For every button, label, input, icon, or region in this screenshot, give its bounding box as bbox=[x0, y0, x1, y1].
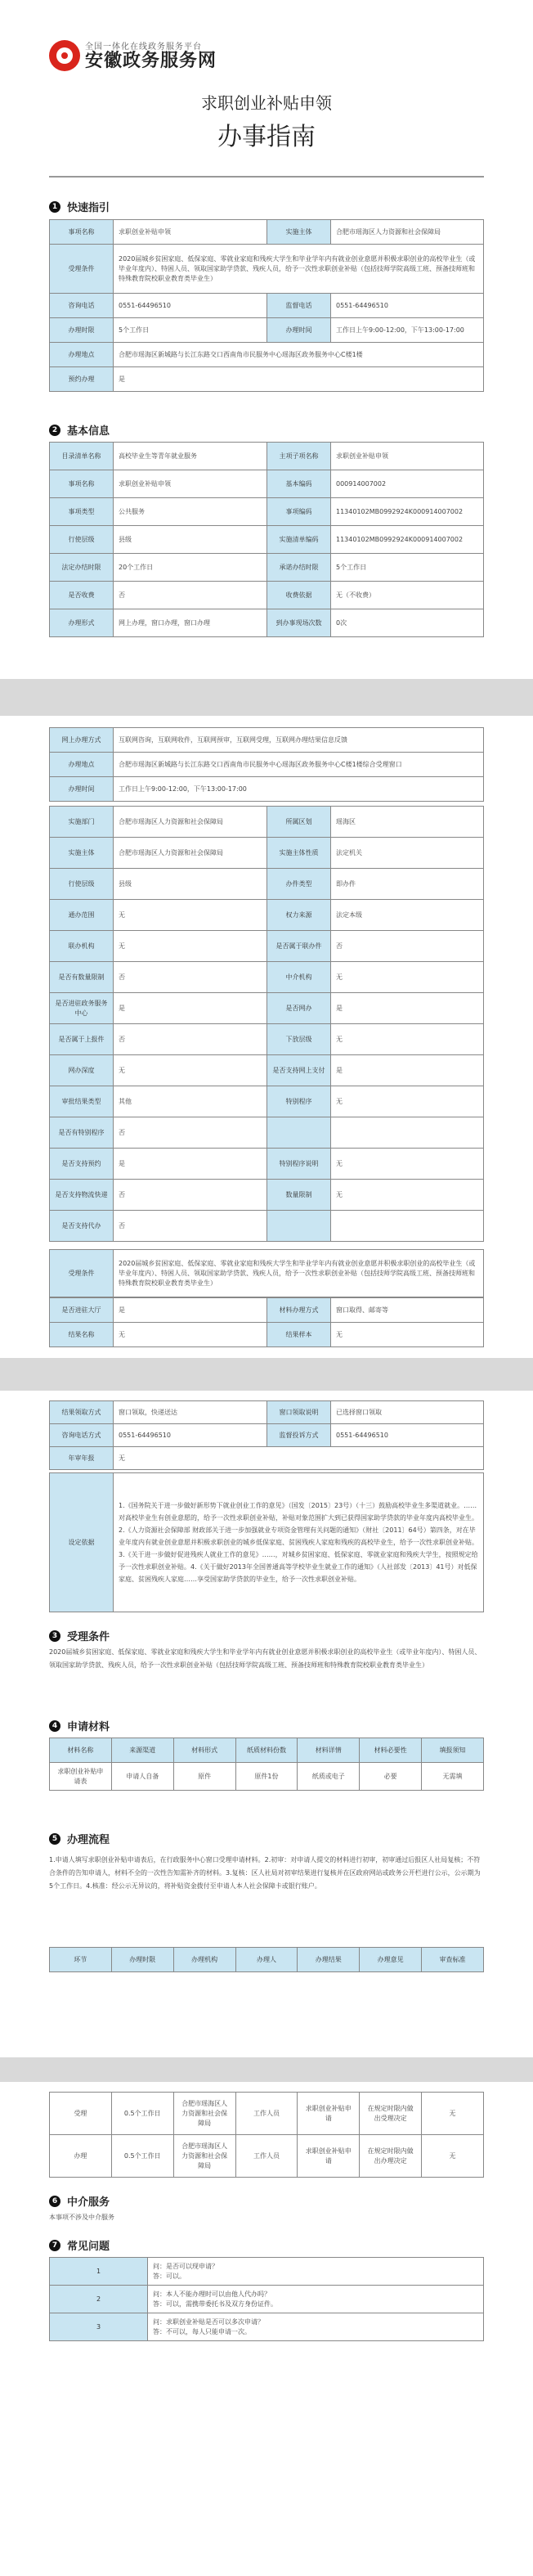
agency-text: 本事项不涉及中介服务 bbox=[49, 2214, 114, 2221]
row-label: 特别程序说明 bbox=[267, 1149, 331, 1180]
row-label: 是否属于上报件 bbox=[50, 1024, 114, 1055]
row-value: 瑶海区 bbox=[331, 807, 484, 838]
table-cell: 0.5个工作日 bbox=[111, 2135, 173, 2178]
row-value: 是 bbox=[114, 993, 267, 1024]
row-label: 网上办理方式 bbox=[50, 728, 114, 753]
row-value: 合肥市瑶海区新城路与长江东路交口西南角市民服务中心瑶海区政务服务中心C楼1楼综合受理窗口 bbox=[114, 753, 484, 777]
row-value: 合肥市瑶海区人力资源和社会保障局 bbox=[114, 838, 267, 869]
faq-content bbox=[148, 2286, 484, 2313]
row-value: 窗口领取，快递送达 bbox=[114, 1401, 267, 1424]
section-basic-info: 2 基本信息 bbox=[49, 422, 110, 438]
basic-info-table-cont-3 bbox=[49, 1297, 484, 1347]
faq-table bbox=[49, 2257, 484, 2341]
table-cell: 求职创业补贴申请表 bbox=[50, 1763, 112, 1791]
table-row bbox=[50, 2135, 484, 2178]
row-label: 办理形式 bbox=[50, 609, 114, 637]
table-row bbox=[50, 1149, 484, 1180]
faq-number: 2 bbox=[50, 2286, 148, 2313]
table-row bbox=[50, 1086, 484, 1117]
row-value: 高校毕业生等青年就业服务 bbox=[114, 443, 267, 470]
table-row bbox=[50, 777, 484, 802]
row-label: 特别程序 bbox=[267, 1086, 331, 1117]
row-label: 是否进驻大厅 bbox=[50, 1298, 114, 1323]
faq-content bbox=[148, 2258, 484, 2286]
row-value: 是 bbox=[114, 1298, 267, 1323]
row-label: 法定办结时限 bbox=[50, 554, 114, 582]
column-header: 材料详情 bbox=[298, 1738, 360, 1763]
row-value: 县级 bbox=[114, 869, 267, 900]
table-cell: 0.5个工作日 bbox=[111, 2093, 173, 2135]
row-label: 结果样本 bbox=[267, 1323, 331, 1347]
table-header-row bbox=[50, 1738, 484, 1763]
row-label: 事项编码 bbox=[267, 498, 331, 526]
row-label bbox=[267, 1211, 331, 1242]
column-header: 填报须知 bbox=[422, 1738, 484, 1763]
table-row bbox=[50, 498, 484, 526]
basic-info-table-cont bbox=[49, 727, 484, 802]
row-label: 实施主体 bbox=[50, 838, 114, 869]
table-row bbox=[50, 1117, 484, 1149]
row-value: 网上办理，窗口办理，窗口办理 bbox=[114, 609, 267, 637]
accept-text: 2020届城乡贫困家庭、低保家庭、零就业家庭和残疾大学生和毕业学年内有就业创业意愿并积极求职创业的高校毕业生（或毕业年度内）、特困人员、领取国家助学贷款、残疾人员，给予一次性求职创业补贴（包括技师学院高级工班、预备技师班和特殊教育院校职业教育类毕业生） bbox=[49, 1648, 481, 1669]
row-value: 无 bbox=[331, 1024, 484, 1055]
column-header: 办理机构 bbox=[173, 1948, 235, 1972]
table-cell: 合肥市瑶海区人力资源和社会保障局 bbox=[173, 2093, 235, 2135]
row-value: 其他 bbox=[114, 1086, 267, 1117]
row-value: 无 bbox=[331, 1180, 484, 1211]
table-row bbox=[50, 1763, 484, 1791]
row-label: 基本编码 bbox=[267, 470, 331, 498]
column-header: 材料必要性 bbox=[360, 1738, 422, 1763]
row-value: 法定本级 bbox=[331, 900, 484, 931]
process-table bbox=[49, 1947, 484, 1972]
row-label: 中介机构 bbox=[267, 962, 331, 993]
row-label: 结果名称 bbox=[50, 1323, 114, 1347]
table-row bbox=[50, 1401, 484, 1424]
table-row bbox=[50, 993, 484, 1024]
row-label: 审批结果类型 bbox=[50, 1086, 114, 1117]
section-agency: 6 中介服务 bbox=[49, 2193, 110, 2209]
row-label: 窗口领取说明 bbox=[267, 1401, 331, 1424]
faq-answer: 答：可以，需携带委托书及双方身份证件。 bbox=[153, 2300, 277, 2308]
table-cell: 必要 bbox=[360, 1763, 422, 1791]
row-value: 000914007002 bbox=[331, 470, 484, 498]
section-materials: 4 申请材料 bbox=[49, 1718, 110, 1733]
row-label: 事项类型 bbox=[50, 498, 114, 526]
quick-guide-table: 事项名称 求职创业补贴申领 实施主体 合肥市瑶海区人力资源和社会保障局 受理条件 2020届城乡贫困家庭、低保家庭、零就业家庭和残疾大学生和毕业学年内有就业创业意愿并积极求职创业的高校毕业生（或毕业年度内）、特困人员、领取国家助学贷款、残疾人员，给予一次性求职创业补贴（包括技师学院高级工班、预备技师班和特殊教育院校职业教育类毕业生） 咨询电话 0551-64496510 监督电话 0551-64496510 办理时限 5个工作日 办理时间 工作日上午9:00-12:00，下午13:00-17:00 办理地点 合肥市瑶海区新城路与长江东路交口西南角市民服务中心瑶海区政务服务中心C楼1楼 预约办理 是 bbox=[49, 219, 484, 392]
faq-row bbox=[50, 2313, 484, 2341]
column-header: 纸质材料份数 bbox=[235, 1738, 298, 1763]
row-label: 事项名称 bbox=[50, 470, 114, 498]
row-value: 无 bbox=[331, 962, 484, 993]
site-logo[interactable] bbox=[49, 39, 217, 71]
row-label: 年审年报 bbox=[50, 1447, 114, 1470]
faq-question: 问：是否可以现申请？ bbox=[153, 2262, 218, 2270]
page-4 bbox=[0, 2082, 533, 2576]
table-row bbox=[50, 728, 484, 753]
section-accept-conditions: 3 受理条件 bbox=[49, 1628, 110, 1643]
row-value bbox=[331, 1117, 484, 1149]
faq-question: 问：本人不能办理时可以由他人代办吗？ bbox=[153, 2290, 271, 2298]
faq-row bbox=[50, 2258, 484, 2286]
row-value: 即办件 bbox=[331, 869, 484, 900]
basic-info-table bbox=[49, 442, 484, 637]
row-label: 联办机构 bbox=[50, 931, 114, 962]
row-label: 所属区划 bbox=[267, 807, 331, 838]
basic-info-table-cont-4 bbox=[49, 1400, 484, 1470]
table-cell: 无 bbox=[422, 2093, 484, 2135]
row-value: 工作日上午9:00-12:00，下午13:00-17:00 bbox=[114, 777, 484, 802]
row-label: 是否有特别程序 bbox=[50, 1117, 114, 1149]
table-cell: 求职创业补贴申请 bbox=[298, 2093, 360, 2135]
materials-table bbox=[49, 1738, 484, 1791]
doc-title: 求职创业补贴申领 bbox=[201, 93, 332, 113]
row-value: 无 bbox=[114, 900, 267, 931]
table-cell: 求职创业补贴申请 bbox=[298, 2135, 360, 2178]
column-header: 审查标准 bbox=[422, 1948, 484, 1972]
table-row bbox=[50, 582, 484, 609]
row-label: 到办事现场次数 bbox=[267, 609, 331, 637]
row-value: 0次 bbox=[331, 609, 484, 637]
row-label: 目录清单名称 bbox=[50, 443, 114, 470]
faq-number: 1 bbox=[50, 2258, 148, 2286]
row-label: 数量限制 bbox=[267, 1180, 331, 1211]
row-value: 无 bbox=[114, 931, 267, 962]
table-cell: 工作人员 bbox=[235, 2093, 298, 2135]
table-cell: 在规定时限内做出受理决定 bbox=[360, 2093, 422, 2135]
row-label: 承诺办结时限 bbox=[267, 554, 331, 582]
row-label: 是否支持物流快递 bbox=[50, 1180, 114, 1211]
row-value: 否 bbox=[114, 1117, 267, 1149]
table-row bbox=[50, 807, 484, 838]
row-value: 是 bbox=[331, 1055, 484, 1086]
table-cell: 在规定时限内做出办理决定 bbox=[360, 2135, 422, 2178]
section-process: 5 办理流程 bbox=[49, 1831, 110, 1846]
basis-table: 设定依据 1.《国务院关于进一步做好新形势下就业创业工作的意见》（国发〔2015〕23号）（十三）鼓励高校毕业生多渠道就业。……对高校毕业生有创业意愿的，给予一次性求职创业补贴，补贴对象范围扩大到已获得国家助学贷款的毕业年度内高校毕业生。2.《人力资源社会保障部 财政部关于进一步加强就业专项资金管理有关问题的通知》（财社〔2011〕64号）第四条，对在毕业年度内有就业创业意愿并积极求职创业的城乡低保家庭、贫困残疾人家庭和残疾的高校毕业生，给予一次性求职创业补贴。3.《关于进一步做好促进残疾人就业工作的意见》……，对城乡贫困家庭、低保家庭、零就业家庭和残疾大学生，按照规定给予一次性求职创业补贴。4.《关于做好2013年全国普通高等学校毕业生就业工作的通知》（人社部发〔2013〕41号）对低保家庭、贫困残疾人家庭……享受国家助学贷款的毕业生，给予一次性求职创业补贴。 bbox=[49, 1472, 484, 1612]
row-value: 无 bbox=[114, 1323, 267, 1347]
faq-answer: 答：可以。 bbox=[153, 2272, 186, 2280]
row-value: 求职创业补贴申领 bbox=[331, 443, 484, 470]
process-text: 1.申请人填写求职创业补贴申请表后，在行政服务中心窗口受理申请材料。2.初审：对申请人提交的材料进行初审，初审通过后报区人社局复核；不符合条件的告知申请人，材料不全的一次性告知需补齐的材料。3.复核：区人社局对初审结果进行复核并在区政府网站或政务公开栏进行公示，公示期为5个工作日。4.核准：经公示无异议的，将补贴资金拨付至申请人本人社会保障卡或银行账户。 bbox=[49, 1856, 481, 1890]
row-value: 县级 bbox=[114, 526, 267, 554]
row-value: 11340102MB0992924K000914007002 bbox=[331, 498, 484, 526]
row-value: 求职创业补贴申领 bbox=[114, 470, 267, 498]
row-label bbox=[267, 1117, 331, 1149]
platform-line: 全国一体化在线政务服务平台 bbox=[85, 43, 202, 52]
row-label: 办理地点 bbox=[50, 753, 114, 777]
table-cell: 原件 bbox=[173, 1763, 235, 1791]
table-row bbox=[50, 962, 484, 993]
table-row bbox=[50, 443, 484, 470]
row-label: 通办范围 bbox=[50, 900, 114, 931]
table-cell: 办理 bbox=[50, 2135, 112, 2178]
row-value: 无 bbox=[331, 1323, 484, 1347]
faq-number: 3 bbox=[50, 2313, 148, 2341]
row-value: 否 bbox=[114, 962, 267, 993]
site-name: 安徽政务服务网 bbox=[85, 51, 217, 71]
column-header: 环节 bbox=[50, 1948, 112, 1972]
row-value: 11340102MB0992924K000914007002 bbox=[331, 526, 484, 554]
row-value: 否 bbox=[114, 1211, 267, 1242]
row-value: 无 bbox=[114, 1055, 267, 1086]
table-row bbox=[50, 1298, 484, 1323]
table-row bbox=[50, 554, 484, 582]
column-header: 材料形式 bbox=[173, 1738, 235, 1763]
row-label: 网办深度 bbox=[50, 1055, 114, 1086]
table-row bbox=[50, 1323, 484, 1347]
row-value: 20个工作日 bbox=[114, 554, 267, 582]
page-2 bbox=[0, 716, 533, 1358]
row-value: 否 bbox=[331, 931, 484, 962]
basic-cond-table: 受理条件 2020届城乡贫困家庭、低保家庭、零就业家庭和残疾大学生和毕业学年内有就业创业意愿并积极求职创业的高校毕业生（或毕业年度内）、特困人员、领取国家助学贷款、残疾人员，给予一次性求职创业补贴（包括技师学院高级工班、预备技师班和特殊教育院校职业教育类毕业生） bbox=[49, 1249, 484, 1297]
row-label: 实施部门 bbox=[50, 807, 114, 838]
column-header: 材料名称 bbox=[50, 1738, 112, 1763]
row-label: 办理时间 bbox=[50, 777, 114, 802]
row-label: 实施主体性质 bbox=[267, 838, 331, 869]
row-value: 窗口取得、邮寄等 bbox=[331, 1298, 484, 1323]
row-label: 是否网办 bbox=[267, 993, 331, 1024]
row-value: 无 bbox=[331, 1149, 484, 1180]
row-label: 是否支持代办 bbox=[50, 1211, 114, 1242]
table-cell: 工作人员 bbox=[235, 2135, 298, 2178]
row-value: 法定机关 bbox=[331, 838, 484, 869]
section-quick-guide: 1 快速指引 bbox=[49, 199, 110, 214]
table-cell: 合肥市瑶海区人力资源和社会保障局 bbox=[173, 2135, 235, 2178]
row-value: 无 bbox=[114, 1447, 484, 1470]
divider bbox=[49, 176, 484, 178]
row-value: 合肥市瑶海区人力资源和社会保障局 bbox=[114, 807, 267, 838]
faq-content bbox=[148, 2313, 484, 2341]
row-label: 是否收费 bbox=[50, 582, 114, 609]
logo-icon bbox=[49, 40, 80, 71]
row-value: 无 bbox=[331, 1086, 484, 1117]
row-value: 是 bbox=[114, 1149, 267, 1180]
table-cell: 无 bbox=[422, 2135, 484, 2178]
row-label: 材料办理方式 bbox=[267, 1298, 331, 1323]
table-row bbox=[50, 470, 484, 498]
row-value: 0551-64496510 bbox=[114, 1424, 267, 1447]
faq-row bbox=[50, 2286, 484, 2313]
row-label: 监督投诉方式 bbox=[267, 1424, 331, 1447]
row-label: 主项子项名称 bbox=[267, 443, 331, 470]
row-label: 收费依据 bbox=[267, 582, 331, 609]
doc-subtitle: 办事指南 bbox=[217, 123, 316, 151]
table-row bbox=[50, 1211, 484, 1242]
process-table-cont bbox=[49, 2092, 484, 2178]
column-header: 办理结果 bbox=[298, 1948, 360, 1972]
column-header: 办理意见 bbox=[360, 1948, 422, 1972]
table-row bbox=[50, 753, 484, 777]
row-value: 公共服务 bbox=[114, 498, 267, 526]
row-label: 是否属于联办件 bbox=[267, 931, 331, 962]
faq-question: 问：求职创业补贴是否可以多次申请？ bbox=[153, 2318, 264, 2326]
row-label: 是否有数量限制 bbox=[50, 962, 114, 993]
basic-info-table-cont-2 bbox=[49, 806, 484, 1242]
table-row bbox=[50, 1024, 484, 1055]
table-row bbox=[50, 900, 484, 931]
table-cell: 纸质或电子 bbox=[298, 1763, 360, 1791]
section-faq: 7 常见问题 bbox=[49, 2237, 110, 2253]
row-label: 下放层级 bbox=[267, 1024, 331, 1055]
table-row bbox=[50, 1447, 484, 1470]
table-cell: 原件1份 bbox=[235, 1763, 298, 1791]
table-cell: 无需填 bbox=[422, 1763, 484, 1791]
table-row bbox=[50, 609, 484, 637]
column-header: 来源渠道 bbox=[111, 1738, 173, 1763]
table-cell: 受理 bbox=[50, 2093, 112, 2135]
row-label: 行使层级 bbox=[50, 869, 114, 900]
row-value: 无（不收费） bbox=[331, 582, 484, 609]
row-value: 互联网咨询，互联网收件，互联网预审，互联网受理，互联网办理结果信息反馈 bbox=[114, 728, 484, 753]
table-row bbox=[50, 869, 484, 900]
row-label: 权力来源 bbox=[267, 900, 331, 931]
row-label: 咨询电话方式 bbox=[50, 1424, 114, 1447]
row-label: 是否进驻政务服务中心 bbox=[50, 993, 114, 1024]
table-row bbox=[50, 2093, 484, 2135]
column-header: 办理人 bbox=[235, 1948, 298, 1972]
table-row bbox=[50, 1180, 484, 1211]
table-row bbox=[50, 1424, 484, 1447]
faq-answer: 答：不可以，每人只能申请一次。 bbox=[153, 2327, 251, 2335]
page-1 bbox=[0, 0, 533, 679]
table-row bbox=[50, 838, 484, 869]
row-value: 否 bbox=[114, 1024, 267, 1055]
row-value: 否 bbox=[114, 582, 267, 609]
page-3 bbox=[0, 1391, 533, 2057]
row-label: 办件类型 bbox=[267, 869, 331, 900]
row-label: 是否支持网上支付 bbox=[267, 1055, 331, 1086]
row-value: 是 bbox=[331, 993, 484, 1024]
table-row bbox=[50, 931, 484, 962]
row-value: 0551-64496510 bbox=[331, 1424, 484, 1447]
row-label: 行使层级 bbox=[50, 526, 114, 554]
row-label: 实施清单编码 bbox=[267, 526, 331, 554]
row-value bbox=[331, 1211, 484, 1242]
column-header: 办理时限 bbox=[111, 1948, 173, 1972]
table-header-row bbox=[50, 1948, 484, 1972]
table-cell: 申请人自备 bbox=[111, 1763, 173, 1791]
row-value: 否 bbox=[114, 1180, 267, 1211]
row-value: 已选择窗口领取 bbox=[331, 1401, 484, 1424]
table-row bbox=[50, 526, 484, 554]
row-value: 5个工作日 bbox=[331, 554, 484, 582]
row-label: 是否支持预约 bbox=[50, 1149, 114, 1180]
row-label: 结果领取方式 bbox=[50, 1401, 114, 1424]
table-row bbox=[50, 1055, 484, 1086]
